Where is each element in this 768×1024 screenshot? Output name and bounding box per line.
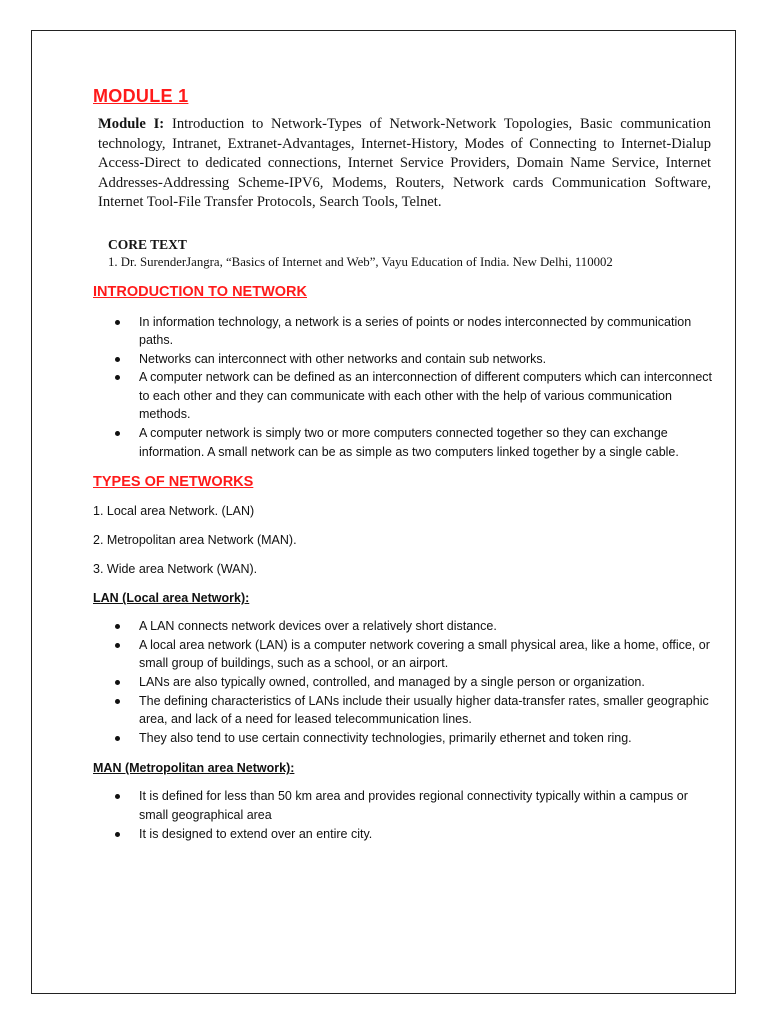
core-text-reference: 1. Dr. SurenderJangra, “Basics of Internet and Web”, Vayu Education of India. New Delhi, 110002 bbox=[108, 254, 613, 269]
list-item-text: They also tend to use certain connectivity technologies, primarily ethernet and token ring. bbox=[139, 730, 632, 745]
document-content bbox=[93, 86, 713, 843]
man-heading: MAN (Metropolitan area Network): bbox=[93, 761, 295, 776]
list-item-text: A LAN connects network devices over a relatively short distance. bbox=[139, 619, 497, 634]
list-item-text: It is designed to extend over an entire city. bbox=[139, 826, 373, 841]
bullet-icon bbox=[115, 794, 120, 799]
module-title: MODULE 1 bbox=[93, 86, 189, 106]
list-item bbox=[93, 825, 713, 844]
list-item-text: A local area network (LAN) is a computer network covering a small physical area, like a home, office, or small group of buildings, such as a school, or an airport. bbox=[139, 637, 710, 671]
syllabus-paragraph bbox=[98, 115, 711, 213]
types-item-wan: 3. Wide area Network (WAN). bbox=[93, 562, 258, 577]
bullet-icon bbox=[115, 680, 120, 685]
bullet-icon bbox=[115, 699, 120, 704]
list-item-text: In information technology, a network is a series of points or nodes interconnected by communication paths. bbox=[139, 314, 692, 348]
bullet-icon bbox=[115, 357, 120, 362]
list-item bbox=[93, 673, 713, 692]
types-item-man: 2. Metropolitan area Network (MAN). bbox=[93, 533, 297, 548]
lan-bullet-list bbox=[93, 617, 713, 747]
bullet-icon bbox=[115, 320, 120, 325]
list-item bbox=[93, 368, 713, 424]
list-item bbox=[93, 729, 713, 748]
syllabus-label: Module I: bbox=[98, 116, 165, 132]
bullet-icon bbox=[115, 624, 120, 629]
intro-heading: INTRODUCTION TO NETWORK bbox=[93, 283, 307, 300]
list-item bbox=[93, 424, 713, 461]
list-item-text: The defining characteristics of LANs include their usually higher data-transfer rates, smaller geographic area, and lack of a need for leased telecommunication lines. bbox=[139, 693, 709, 727]
list-item bbox=[93, 787, 713, 824]
list-item-text: A computer network can be defined as an interconnection of different computers which can interconnect to each other and they can communicate with each other with the help of various communication methods. bbox=[139, 370, 713, 422]
man-bullet-list bbox=[93, 787, 713, 843]
lan-heading: LAN (Local area Network): bbox=[93, 591, 250, 606]
list-item bbox=[93, 617, 713, 636]
bullet-icon bbox=[115, 736, 120, 741]
list-item-text: Networks can interconnect with other networks and contain sub networks. bbox=[139, 351, 547, 366]
list-item-text: LANs are also typically owned, controlled, and managed by a single person or organization. bbox=[139, 675, 645, 690]
list-item bbox=[93, 636, 713, 673]
bullet-icon bbox=[115, 643, 120, 648]
list-item-text: A computer network is simply two or more computers connected together so they can exchange information. A small network can be as simple as two computers linked together by a single cable. bbox=[139, 426, 679, 459]
types-heading: TYPES OF NETWORKS bbox=[93, 474, 254, 491]
bullet-icon bbox=[115, 431, 120, 436]
types-item-lan: 1. Local area Network. (LAN) bbox=[93, 504, 255, 519]
intro-bullet-list bbox=[93, 313, 713, 462]
list-item bbox=[93, 313, 713, 350]
syllabus-text: Introduction to Network-Types of Network-Network Topologies, Basic communication technology, Intranet, Extranet-Advantages, Internet-History, Modes of Connecting to Internet-Dialup Access-Direct to dedicated connections, Internet Service Providers, Domain Name Service, Internet Addresses-Addressing Scheme-IPV6, Modems, Routers, Network cards Communication Software, Internet Tool-File Transfer Protocols, Search Tools, Telnet. bbox=[98, 116, 711, 210]
core-text-block bbox=[108, 237, 713, 270]
core-text-title: CORE TEXT bbox=[108, 236, 187, 252]
list-item bbox=[93, 692, 713, 729]
bullet-icon bbox=[115, 832, 120, 837]
bullet-icon bbox=[115, 375, 120, 380]
list-item bbox=[93, 350, 713, 369]
list-item-text: It is defined for less than 50 km area and provides regional connectivity typically within a campus or small geographical area bbox=[139, 789, 688, 822]
